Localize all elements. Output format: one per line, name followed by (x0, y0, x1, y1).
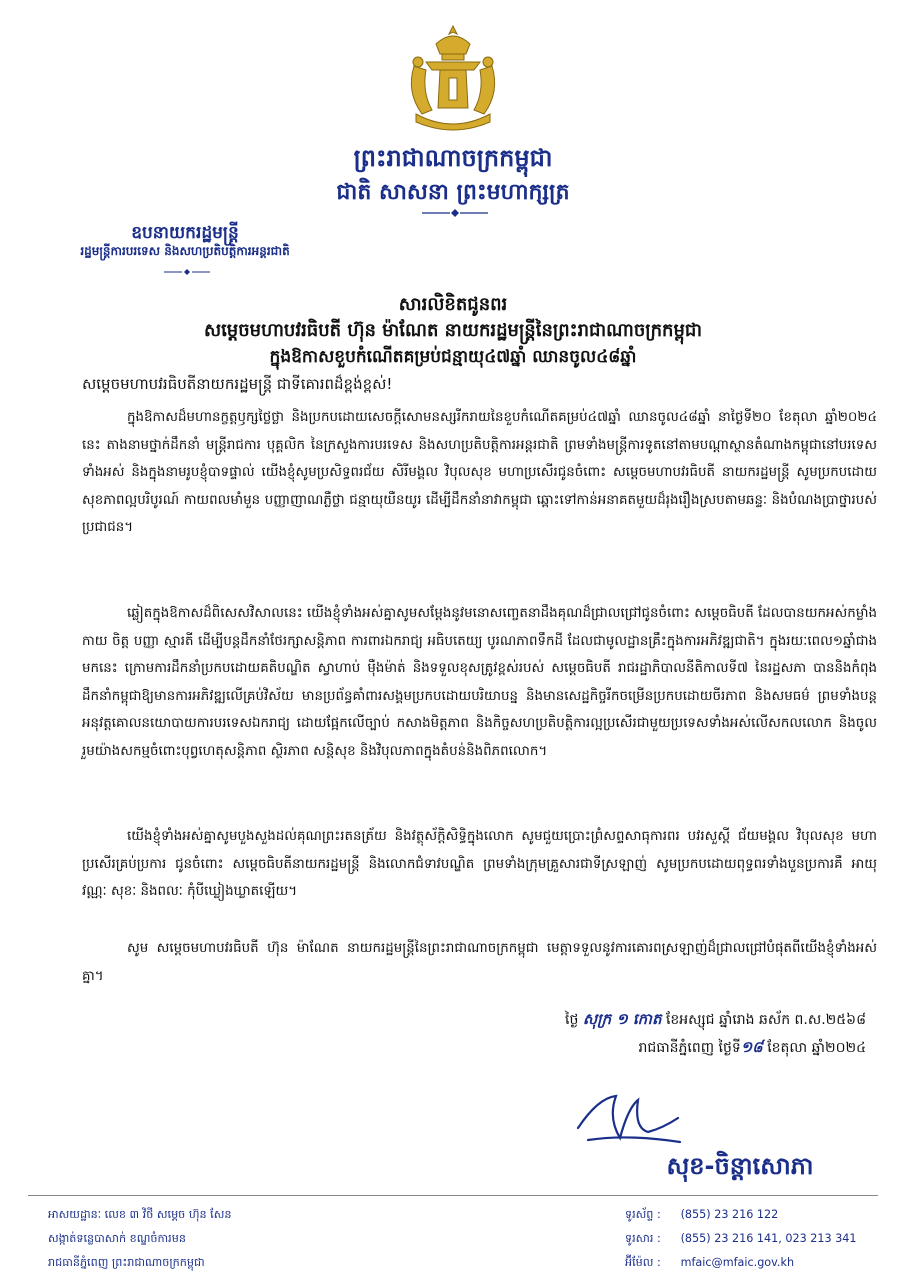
paragraph-3-text: យើងខ្ញុំទាំងអស់គ្នាសូមបួងសួងដល់គុណព្រះរតនត្រ័យ និងវត្ថុស័ក្តិសិទ្ធិក្នុងលោក សូមជួយប្រោះព្រំសព្ទសាធុការពរ បវរសួស្តី ជ័យមង្គល វិបុលសុខ មហាប្រសើរគ្រប់ប្រការ ជូនចំពោះ សម្តេចធិបតីនាយករដ្ឋមន្ត្រី និងលោកជំទាវបណ្ឌិត ព្រមទាំងក្រុមគ្រួសារជាទីស្រឡាញ់ សូមប្រកបដោយពុទ្ធពរទាំងបួនប្រការគឺ អាយុ វណ្ណៈ សុខៈ និងពលៈ កុំបីឃ្លៀងឃ្លាតឡើយ។ (82, 829, 877, 900)
paragraph-1-text: ក្នុងឱកាសដ៏មហានក្ខត្តឫក្សថ្លៃថ្លា និងប្រកបដោយសេចក្តីសោមនស្សរីករាយនៃខួបកំណើតគម្រប់៤៧ឆ្នាំ ឈានចូល៤៨ឆ្នាំ នាថ្ងៃទី២០ ខែតុលា ឆ្នាំ២០២៤ នេះ តាងនាមថ្នាក់ដឹកនាំ មន្ត្រីរាជការ បុគ្គលិក នៃក្រសួងការបរទេស និងសហប្រតិបត្តិការអន្តរជាតិ ព្រមទាំងមន្ត្រីការទូតនៅតាមបណ្តាស្ថានតំណាងកម្ពុជានៅបរទេសទាំងអស់ និងក្នុងនាមរូបខ្ញុំបាទផ្ទាល់ យើងខ្ញុំសូមប្រសិទ្ធពរជ័យ សិរីមង្គល វិបុលសុខ មហាប្រសើរជូនចំពោះ សម្តេចមហាបវរធិបតី នាយករដ្ឋមន្ត្រី សូមប្រកបដោយសុខភាពល្អបរិបូរណ៍ កាយពលមាំមួន បញ្ញាញាណភ្លឺថ្លា ជន្មាយុយឺនយូរ ដើម្បីដឹកនាំនាវាកម្ពុជា ឆ្ពោះទៅកាន់អនាគតមួយដ៏រុងរឿងស្របតាមឆន្ទៈ និងបំណងប្រាថ្នារបស់ប្រជាជន។ (82, 410, 877, 536)
fax-value: (855) 23 216 141, 023 213 341 (680, 1232, 857, 1245)
solar-date-handwritten: ១៨ (740, 1038, 763, 1056)
handwritten-signature-icon (568, 1088, 688, 1150)
phone-value: (855) 23 216 122 (680, 1208, 779, 1221)
paragraph-2 (82, 600, 877, 766)
phone-label: ទូរស័ព្ទ : (625, 1208, 661, 1221)
office-subtitle: រដ្ឋមន្ត្រីការបរទេស និងសហប្រតិបត្តិការអន្តរជាតិ (80, 244, 290, 258)
kingdom-name: ព្រះរាជាណាចក្រកម្ពុជា (353, 144, 553, 172)
address-line-1: អាសយដ្ឋានៈ លេខ ៣ វិថី សម្តេច ហ៊ុន សែន (48, 1208, 232, 1221)
lunar-date-prefix: ថ្ងៃ (565, 1012, 579, 1028)
fax-row (625, 1227, 857, 1251)
email-row (625, 1251, 857, 1275)
national-motto: ជាតិ សាសនា ព្រះមហាក្សត្រ (336, 180, 570, 205)
phone-row (625, 1203, 857, 1227)
royal-coat-of-arms-icon (396, 22, 511, 137)
paragraph-1 (82, 404, 877, 542)
solar-date (639, 1038, 866, 1060)
lunar-date (565, 1010, 866, 1032)
email-value[interactable]: mfaic@mfaic.gov.kh (680, 1256, 795, 1269)
email-label: អ៊ីម៉ែល : (625, 1256, 661, 1269)
signer-name: សុខ-ចិន្ដាសោភា (666, 1152, 814, 1180)
footer-address (48, 1203, 231, 1275)
footer-contacts (625, 1203, 857, 1275)
ornament-divider-icon (420, 208, 490, 218)
paragraph-3 (82, 823, 877, 906)
letter-title-occasion: ក្នុងឱកាសខួបកំណើតគម្រប់ជន្មាយុ៤៧ឆ្នាំ ឈានចូល៤៨ឆ្នាំ (269, 347, 637, 367)
letter-title-recipient: សម្តេចមហាបវរធិបតី ហ៊ុន ម៉ាណែត នាយករដ្ឋមន្ត្រីនៃព្រះរាជាណាចក្រកម្ពុជា (203, 320, 703, 341)
solar-date-suffix: ខែតុលា ឆ្នាំ២០២៤ (767, 1040, 866, 1056)
fax-label: ទូរសារ : (625, 1232, 661, 1245)
address-line-3: រាជធានីភ្នំពេញ ព្រះរាជាណាចក្រកម្ពុជា (48, 1256, 205, 1269)
solar-date-prefix: រាជធានីភ្នំពេញ ថ្ងៃទី (638, 1040, 741, 1056)
paragraph-2-text: ឆ្លៀតក្នុងឱកាសដ៏ពិសេសវិសាលនេះ យើងខ្ញុំទាំងអស់គ្នាសូមសម្តែងនូវមនោសញ្ចេតនាដឹងគុណដ៏ជ្រាលជ្រៅជូនចំពោះ សម្តេចធិបតី ដែលបានយកអស់កម្លាំងកាយ ចិត្ត បញ្ញា ស្មារតី ដើម្បីបន្តដឹកនាំថែរក្សាសន្តិភាព ការពារឯករាជ្យ អធិបតេយ្យ បូរណភាពទឹកដី ដែលជាមូលដ្ឋានគ្រឹះក្នុងការអភិវឌ្ឍជាតិ។ ក្នុងរយៈពេល១ឆ្នាំជាងមកនេះ ក្រោមការដឹកនាំប្រកបដោយគតិបណ្ឌិត ស្វាហាប់ ម៉ឺងម៉ាត់ និងទទួលខុសត្រូវខ្ពស់របស់ សម្តេចធិបតី រាជរដ្ឋាភិបាលនីតិកាលទី៧ នៃរដ្ឋសភា បាននិងកំពុងដឹកនាំកម្ពុជាឱ្យមានការអភិវឌ្ឍលើគ្រប់វិស័យ មានប្រព័ន្ធគាំពារសង្គមប្រកបដោយបរិយាបន្ន និងមានសេដ្ឋកិច្ចរីកចម្រើនប្រកបដោយចីរភាព និងសមធម៌ ព្រមទាំងបន្តអនុវត្តគោលនយោបាយការបរទេសឯករាជ្យ ដោយផ្អែកលើច្បាប់ កសាងមិត្តភាព និងកិច្ចសហប្រតិបត្តិការល្អប្រសើរជាមួយប្រទេសទាំងអស់លើសកលលោក និងចូលរួមយ៉ាងសកម្មចំពោះបុព្វហេតុសន្តិភាព ស្ថិរភាព សន្តិសុខ និងវិបុលភាពក្នុងតំបន់និងពិភពលោក។ (82, 606, 877, 759)
letter-title: សារលិខិតជូនពរ (398, 294, 508, 315)
salutation: សម្តេចមហាបវរធិបតីនាយករដ្ឋមន្ត្រី ជាទីគោរពដ៏ខ្ពង់ខ្ពស់! (82, 375, 393, 393)
lunar-date-suffix: ខែអស្សុជ ឆ្នាំរោង ឆស័ក ព.ស.២៥៦៨ (665, 1012, 866, 1028)
address-line-2: សង្កាត់ទន្លេបាសាក់ ខណ្ឌចំការមន (48, 1232, 186, 1245)
office-title: ឧបនាយករដ្ឋមន្ត្រី (131, 223, 239, 243)
paragraph-4-text: សូម សម្តេចមហាបវរធិបតី ហ៊ុន ម៉ាណែត នាយករដ្ឋមន្ត្រីនៃព្រះរាជាណាចក្រកម្ពុជា មេត្តាទទួលនូវការគោរពស្រឡាញ់ដ៏ជ្រាលជ្រៅបំផុតពីយើងខ្ញុំទាំងអស់គ្នា។ (82, 941, 877, 984)
lunar-date-handwritten: សុក្រ ១ កោត (582, 1010, 662, 1028)
footer-divider (28, 1195, 878, 1196)
paragraph-4 (82, 935, 877, 990)
ornament-divider-small-icon (162, 268, 212, 276)
